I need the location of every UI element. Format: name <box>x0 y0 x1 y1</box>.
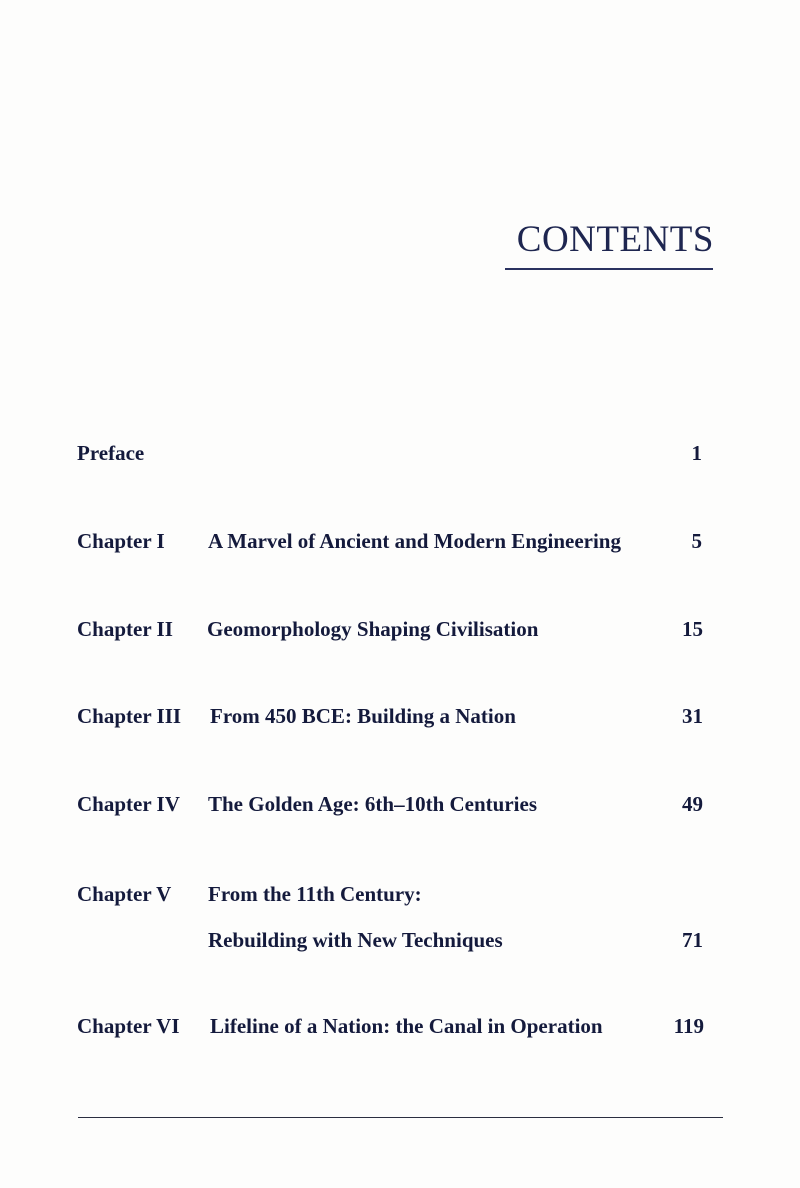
entry-page-number: 31 <box>682 704 703 728</box>
entry-title: A Marvel of Ancient and Modern Engineering <box>208 529 621 553</box>
entry-title: From the 11th Century: <box>208 882 422 906</box>
entry-page-number: 15 <box>682 617 703 641</box>
bottom-divider <box>78 1117 723 1118</box>
entry-label: Preface <box>77 441 145 465</box>
entry-title: Geomorphology Shaping Civilisation <box>207 617 539 641</box>
entry-label: Chapter I <box>77 529 165 553</box>
title-underline <box>505 268 713 270</box>
entry-page-number: 119 <box>673 1014 704 1038</box>
entry-label: Chapter VI <box>77 1014 180 1038</box>
entry-page-number: 1 <box>691 441 702 465</box>
entry-title: Lifeline of a Nation: the Canal in Operation <box>210 1014 603 1038</box>
entry-title: From 450 BCE: Building a Nation <box>210 704 516 728</box>
page-title: CONTENTS <box>516 219 714 260</box>
entry-label: Chapter IV <box>77 792 180 816</box>
entry-label: Chapter III <box>77 704 182 728</box>
entry-title-line2: Rebuilding with New Techniques <box>208 928 503 952</box>
entry-label: Chapter V <box>77 882 172 906</box>
entry-title: The Golden Age: 6th–10th Centuries <box>208 792 538 816</box>
entry-label: Chapter II <box>77 617 173 641</box>
entry-page-number: 5 <box>691 529 702 553</box>
entry-page-number: 49 <box>682 792 703 816</box>
entry-page-number: 71 <box>682 928 703 952</box>
